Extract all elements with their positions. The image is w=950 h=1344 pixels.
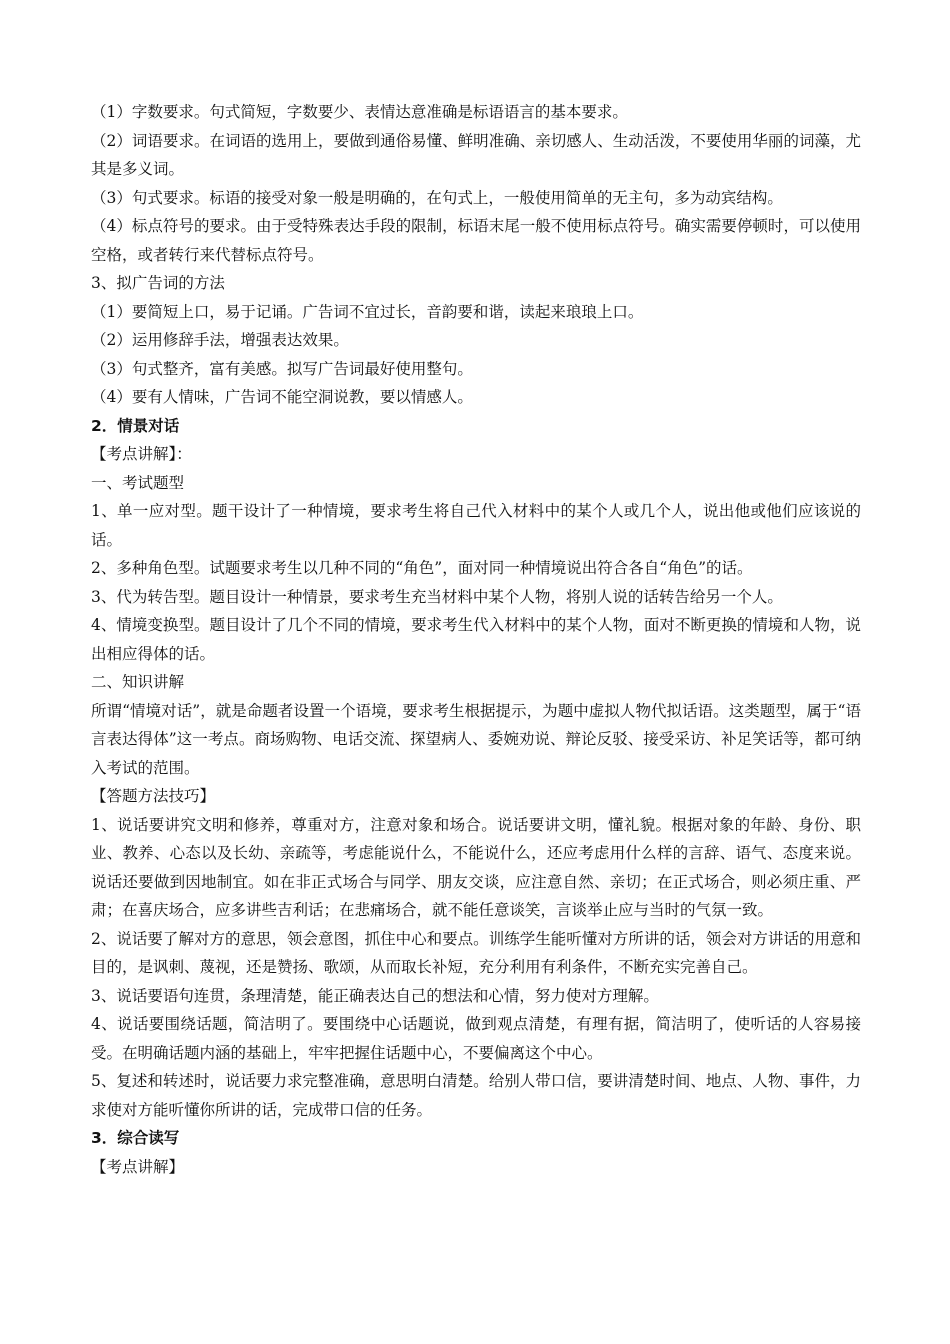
paragraph: 4、说话要围绕话题，简洁明了。要围绕中心话题说，做到观点清楚，有理有据，简洁明了，使听话的人容易接受。在明确话题内涵的基础上，牢牢把握住话题中心，不要偏离这个中心。 — [91, 1015, 861, 1062]
paragraph: （3）句式要求。标语的接受对象一般是明确的，在句式上，一般使用简单的无主句，多为动宾结构。 — [91, 188, 783, 207]
paragraph: 4、情境变换型。题目设计了几个不同的情境，要求考生代入材料中的某个人物，面对不断更换的情境和人物，说出相应得体的话。 — [91, 616, 861, 663]
paragraph: （2）词语要求。在词语的选用上，要做到通俗易懂、鲜明准确、亲切感人、生动活泼，不要使用华丽的词藻，尤其是多义词。 — [91, 131, 861, 178]
subheading: 二、知识讲解 — [91, 673, 185, 691]
paragraph: （1）字数要求。句式简短，字数要少、表情达意准确是标语语言的基本要求。 — [91, 103, 628, 121]
document-body — [91, 98, 861, 1181]
paragraph: 5、复述和转述时，说话要力求完整准确，意思明白清楚。给别人带口信，要讲清楚时间、地点、人物、事件，力求使对方能听懂你所讲的话，完成带口信的任务。 — [91, 1072, 861, 1119]
section-heading: 3．综合读写 — [91, 1129, 180, 1147]
paragraph: （2）运用修辞手法，增强表达效果。 — [91, 331, 349, 349]
paragraph: 3、说话要语句连贯，条理清楚，能正确表达自己的想法和心情，努力使对方理解。 — [91, 986, 659, 1005]
section-heading: 2．情景对话 — [91, 416, 180, 435]
subheading: 一、考试题型 — [91, 473, 185, 492]
paragraph: （4）要有人情味，广告词不能空洞说教，要以情感人。 — [91, 388, 473, 406]
paragraph: 2、说话要了解对方的意思，领会意图，抓住中心和要点。训练学生能听懂对方所讲的话，领会对方讲话的用意和目的，是讽刺、蔑视，还是赞扬、歌颂，从而取长补短，充分利用有利条件，不断充实完善自己。 — [91, 929, 861, 976]
subheading: 【考点讲解】： — [91, 445, 192, 463]
paragraph: （4）标点符号的要求。由于受特殊表达手段的限制，标语末尾一般不使用标点符号。确实需要停顿时，可以使用空格，或者转行来代替标点符号。 — [91, 217, 861, 264]
paragraph: 2、多种角色型。试题要求考生以几种不同的“角色”，面对同一种情境说出符合各自“角色”的话。 — [91, 559, 753, 577]
paragraph: 1、单一应对型。题干设计了一种情境，要求考生将自己代入材料中的某个人或几个人，说出他或他们应该说的话。 — [91, 502, 861, 549]
paragraph: （1）要简短上口，易于记诵。广告词不宜过长，音韵要和谐，读起来琅琅上口。 — [91, 302, 644, 321]
paragraph: 所谓“情境对话”，就是命题者设置一个语境，要求考生根据提示，为题中虚拟人物代拟话语。这类题型，属于“语言表达得体”这一考点。商场购物、电话交流、探望病人、委婉劝说、辩论反驳、接受采访、补足笑话等，都可纳入考试的范围。 — [91, 701, 861, 777]
paragraph: （3）句式整齐，富有美感。拟写广告词最好使用整句。 — [91, 359, 473, 378]
paragraph: 1、说话要讲究文明和修养，尊重对方，注意对象和场合。说话要讲文明，懂礼貌。根据对象的年龄、身份、职业、教养、心态以及长幼、亲疏等，考虑能说什么，不能说什么，还应考虑用什么样的言辞、语气、态度来说。说话还要做到因地制宜。如在非正式场合与同学、朋友交谈，应注意自然、亲切；在正式场合，则必须庄重、严肃；在喜庆场合，应多讲些吉利话；在悲痛场合，就不能任意谈笑，言谈举止应与当时的气氛一致。 — [91, 815, 861, 919]
subheading: 【考点讲解】 — [91, 1157, 185, 1176]
subheading: 【答题方法技巧】 — [91, 787, 216, 805]
list-heading: 3、拟广告词的方法 — [91, 274, 225, 292]
paragraph: 3、代为转告型。题目设计一种情景，要求考生充当材料中某个人物，将别人说的话转告给另一个人。 — [91, 587, 783, 606]
